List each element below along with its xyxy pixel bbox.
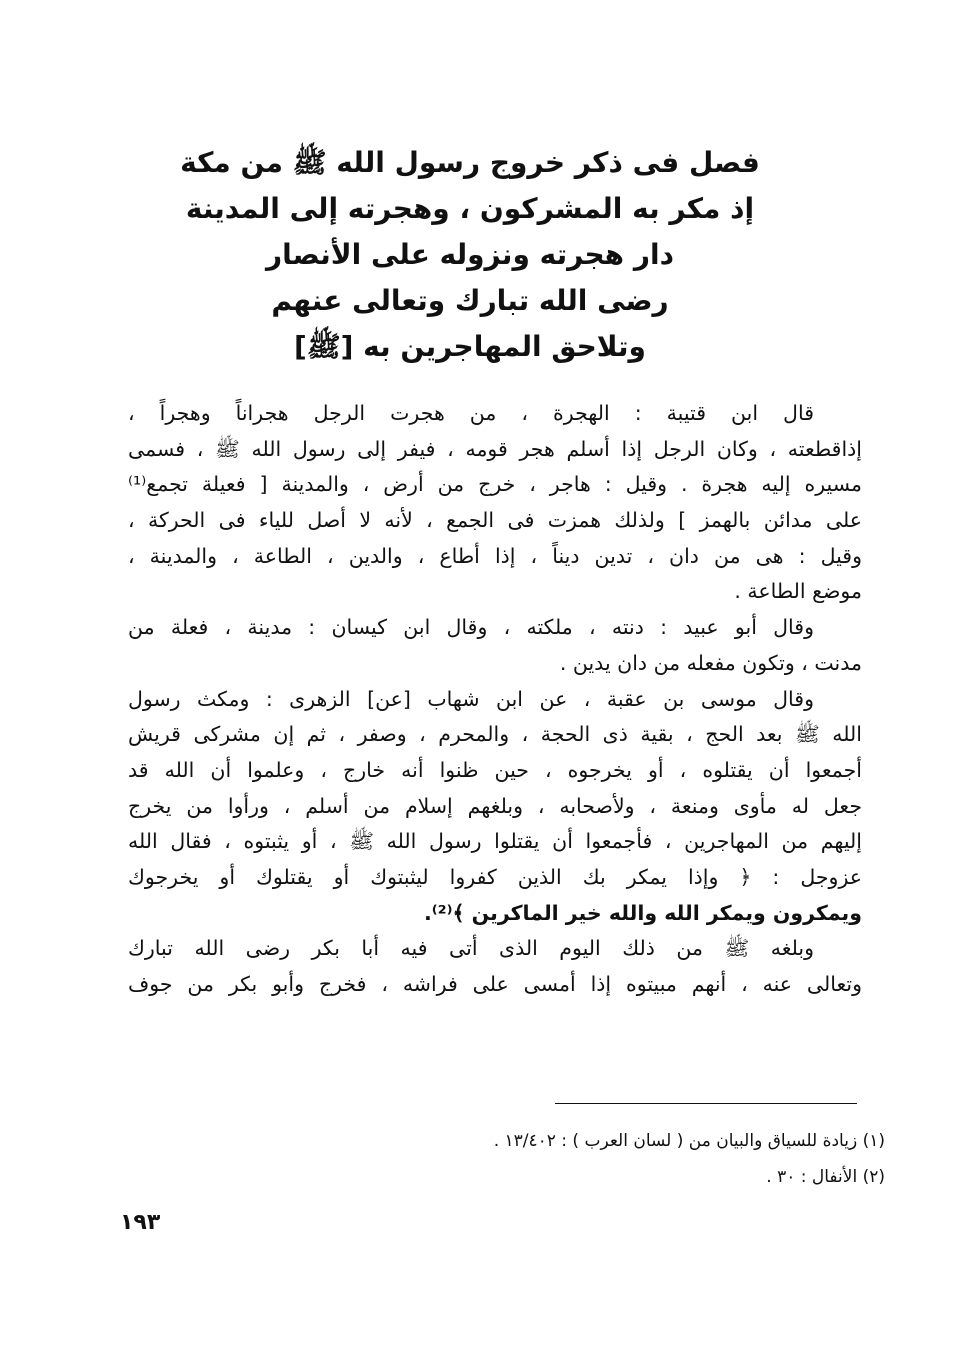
text-line: عزوجل : ﴿ وإذا يمكر بك الذين كفروا ليثبتوك أو يقتلوك أو يخرجوك xyxy=(128,864,862,889)
text-line: وقال أبو عبيد : دنته ، ملكته ، وقال ابن كيسان : مدينة ، فعلة من xyxy=(128,615,814,640)
text-line: وتعالى عنه ، أنهم مبيتوه إذا أمسى على فراشه ، فخرج وأبو بكر من جوف xyxy=(128,972,862,996)
heading-line: فصل فى ذكر خروج رسول الله ﷺ من مكة xyxy=(180,146,760,179)
text-line: قال ابن قتيبة : الهجرة ، من هجرت الرجل هجراناً وهجراً ، xyxy=(128,401,814,425)
text-line: وقيل : هى من دان ، تدين ديناً ، إذا أطاع ، والدين ، الطاعة ، والمدينة ، xyxy=(128,543,862,568)
text-line: جعل له مأوى ومنعة ، ولأصحابه ، وبلغهم إسلام من أسلم ، ورأوا من يخرج xyxy=(128,793,862,818)
text-line: وقال موسى بن عقبة ، عن ابن شهاب [عن] الزهرى : ومكث رسول xyxy=(128,686,814,711)
heading-line: إذ مكر به المشركون ، وهجرته إلى المدينة xyxy=(185,192,755,225)
body-text xyxy=(128,396,862,1003)
text-line: الله ﷺ بعد الحج ، بقية ذى الحجة ، والمحرم ، وصفر ، ثم إن مشركى قريش xyxy=(128,722,862,747)
text-line: مدنت ، وتكون مفعله من دان يدين . xyxy=(559,650,862,675)
text-line: وبلغه ﷺ من ذلك اليوم الذى أتى فيه أبا بكر رضى الله تبارك xyxy=(128,936,814,961)
text-line: مسيره إليه هجرة . وقيل : هاجر ، خرج من أرض ، والمدينة [ فعيلة تجمع⁽¹⁾ xyxy=(128,472,862,497)
chapter-heading xyxy=(150,140,790,370)
text-line: إليهم من المهاجرين ، فأجمعوا أن يقتلوا رسول الله ﷺ ، أو يثبتوه ، فقال الله xyxy=(128,829,862,854)
footnote: (١) زيادة للسياق والبيان من ( لسان العرب ) : ١٣/٤٠٢ . xyxy=(493,1131,885,1151)
text-line: على مدائن بالهمز ] ولذلك همزت فى الجمع ، لأنه لا أصل للياء فى الحركة ، xyxy=(128,508,862,533)
footnote-divider xyxy=(555,1103,857,1104)
text-line: أجمعوا أن يقتلوه ، أو يخرجوه ، حين ظنوا أنه خارج ، وعلموا أن الله قد xyxy=(128,757,862,782)
heading-line: دار هجرته ونزوله على الأنصار xyxy=(266,238,674,271)
quran-verse-line: ويمكرون ويمكر الله والله خير الماكرين ﴾⁽²⁾. xyxy=(423,900,862,925)
footnotes xyxy=(300,1123,885,1195)
heading-line: رضى الله تبارك وتعالى عنهم xyxy=(271,284,669,317)
text-line: موضع الطاعة . xyxy=(734,579,862,604)
text-line: إذاقطعته ، وكان الرجل إذا أسلم هجر قومه ، فيفر إلى رسول الله ﷺ ، فسمى xyxy=(128,436,862,461)
page-number: ١٩٣ xyxy=(120,1210,161,1235)
heading-line: وتلاحق المهاجرين به [ﷺ] xyxy=(294,330,646,363)
footnote: (٢) الأنفال : ٣٠ . xyxy=(766,1167,885,1187)
